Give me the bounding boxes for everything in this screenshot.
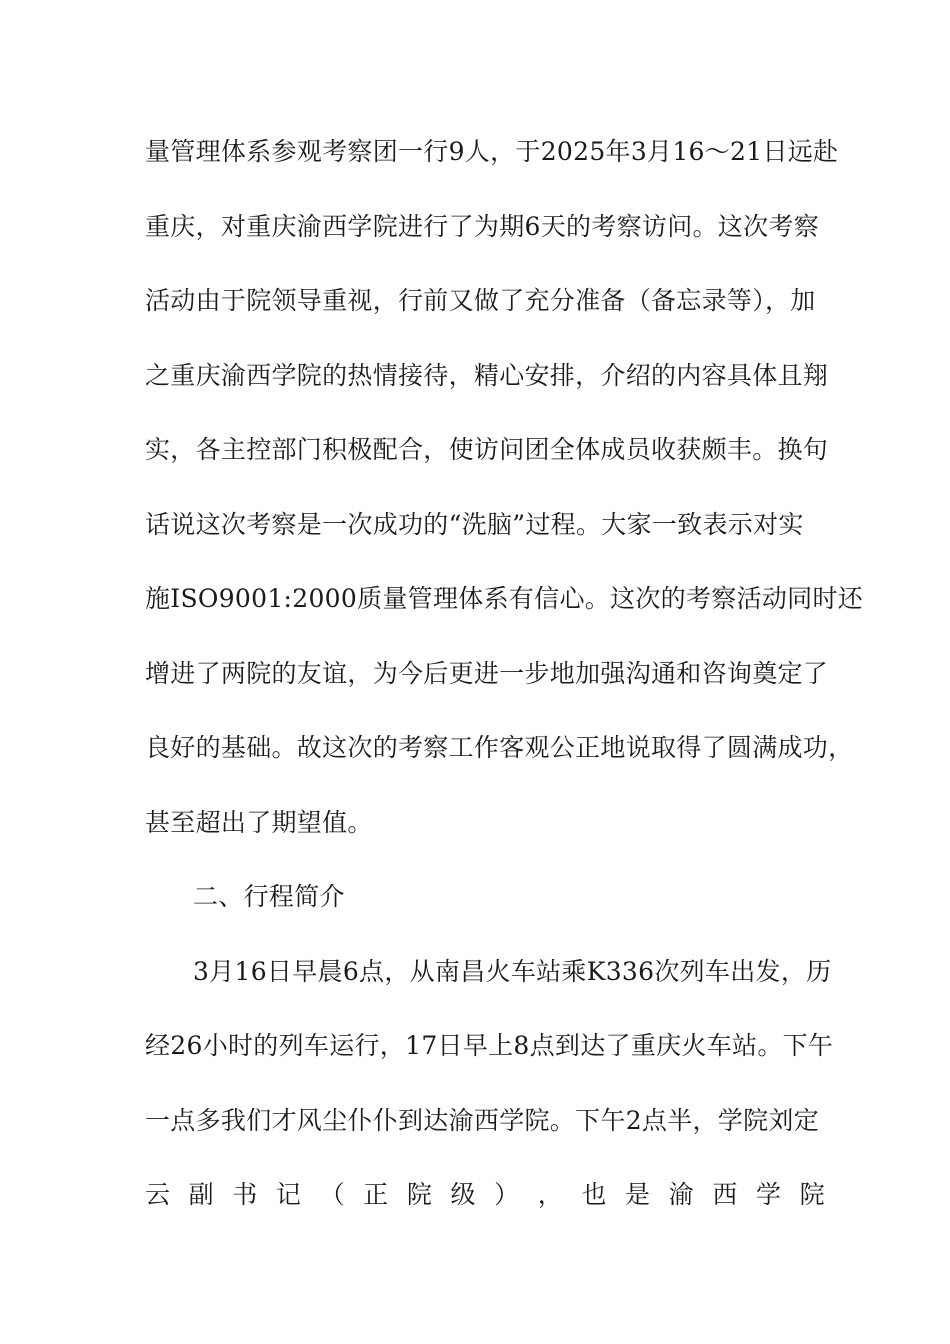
char: 级 (450, 1180, 476, 1209)
paragraph-line-7: 施ISO9001:2000质量管理体系有信心。这次的考察活动同时还 (145, 584, 864, 613)
paragraph-line-5: 实，各主控部门积极配合，使访问团全体成员收获颇丰。换句 (145, 435, 829, 464)
char: 云 (145, 1180, 171, 1209)
char: ， (537, 1180, 564, 1209)
paragraph-line-8: 增进了两院的友谊，为今后更进一步地加强沟通和咨询奠定了 (145, 659, 829, 688)
paragraph-line-10: 甚至超出了期望值。 (145, 808, 373, 837)
char: 副 (188, 1180, 214, 1209)
char: 西 (712, 1180, 738, 1209)
paragraph-line-2: 重庆，对重庆渝西学院进行了为期6天的考察访问。这次考察 (145, 212, 820, 241)
paragraph2-line-4 (145, 1180, 825, 1210)
paragraph-line-6: 话说这次考察是一次成功的“洗脑”过程。大家一致表示对实 (145, 510, 804, 539)
char: 也 (581, 1180, 607, 1209)
char: 院 (406, 1180, 433, 1209)
paragraph-line-3: 活动由于院领导重视，行前又做了充分准备（备忘录等），加 (145, 286, 816, 315)
char: 书 (232, 1180, 258, 1209)
paragraph-line-1: 量管理体系参观考察团一行9人，于2025年3月16～21日远赴 (145, 137, 839, 166)
paragraph2-line-3: 一点多我们才风尘仆仆到达渝西学院。下午2点半，学院刘定 (145, 1106, 820, 1135)
char: 渝 (668, 1180, 694, 1209)
paragraph2-line-1: 3月16日早晨6点，从南昌火车站乘K336次列车出发，历 (193, 957, 832, 986)
char: 院 (799, 1180, 825, 1209)
char: 是 (625, 1180, 651, 1209)
paragraph2-line-2: 经26小时的列车运行，17日早上8点到达了重庆火车站。下午 (145, 1031, 834, 1060)
char: 正 (363, 1180, 389, 1209)
char: ） (494, 1180, 520, 1209)
paragraph-line-9: 良好的基础。故这次的考察工作客观公正地说取得了圆满成功， (145, 733, 854, 762)
paragraph-line-4: 之重庆渝西学院的热情接待，精心安排，介绍的内容具体且翔 (145, 361, 829, 390)
section-heading: 二、行程简介 (193, 882, 345, 911)
char: 学 (755, 1180, 782, 1209)
char: 记 (275, 1180, 302, 1209)
char: （ (319, 1180, 345, 1209)
